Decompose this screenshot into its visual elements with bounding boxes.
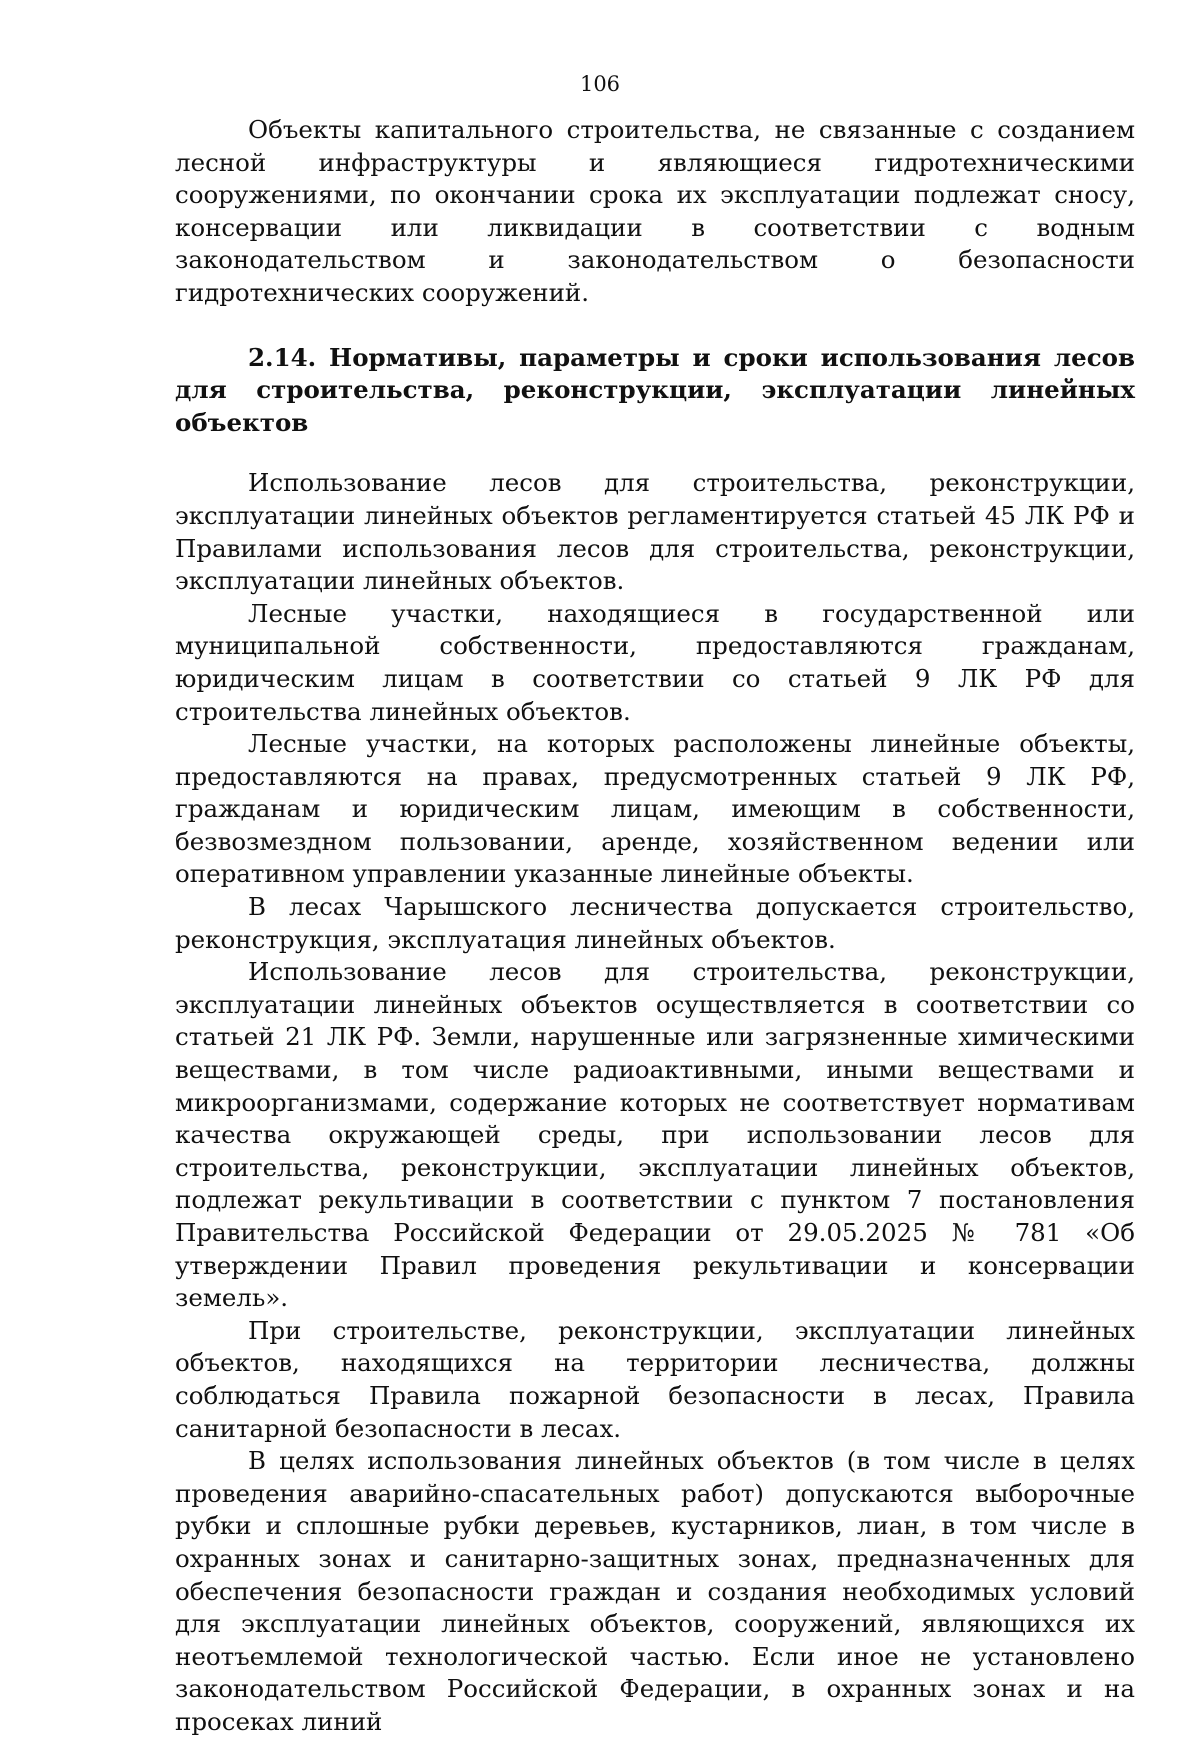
paragraph-6: При строительстве, реконструкции, эксплуатации линейных объектов, находящихся на территории лесничества, должны соблюдаться Правила пожарной безопасности в лесах, Правила санитарной безопасности в лесах.	[175, 1315, 1135, 1443]
paragraph-5: Использование лесов для строительства, реконструкции, эксплуатации линейных объектов осуществляется в соответствии со статьей 21 ЛК РФ. Земли, нарушенные или загрязненные химическими веществами, в том числе радиоактивными, иными веществами и микроорганизмами, содержание которых не соответствует нормативам качества окружающей среды, при использовании лесов для строительства, реконструкции, эксплуатации линейных объектов, подлежат рекультивации в соответствии с пунктом 7 постановления Правительства Российской Федерации от 29.05.2025 № 781 «Об утверждении Правил проведения рекультивации и консервации земель».	[175, 957, 1135, 1313]
paragraph-3: Лесные участки, на которых расположены линейные объекты, предоставляются на правах, предусмотренных статьей 9 ЛК РФ, гражданам и юридическим лицам, имеющим в собственности, безвозмездном пользовании, аренде, хозяйственном ведении или оперативном управлении указанные линейные объекты.	[175, 729, 1135, 889]
paragraph-2: Лесные участки, находящиеся в государственной или муниципальной собственности, предоставляются гражданам, юридическим лицам в соответствии со статьей 9 ЛК РФ для строительства линейных объектов.	[175, 598, 1135, 726]
paragraph-intro: Объекты капитального строительства, не связанные с созданием лесной инфраструктуры и являющиеся гидротехническими сооружениями, по окончании срока их эксплуатации подлежат сносу, консервации или ликвидации в соответствии с водным законодательством и законодательством о безопасности гидротехнических сооружений.	[175, 115, 1135, 307]
paragraph-7: В целях использования линейных объектов (в том числе в целях проведения аварийно-спасательных работ) допускаются выборочные рубки и сплошные рубки деревьев, кустарников, лиан, в том числе в охранных зонах и санитарно-защитных зонах, предназначенных для обеспечения безопасности граждан и создания необходимых условий для эксплуатации линейных объектов, сооружений, являющихся их неотъемлемой технологической частью. Если иное не установлено законодательством Российской Федерации, в охранных зонах и на просеках линий	[175, 1446, 1135, 1736]
paragraph-4: В лесах Чарышского лесничества допускается строительство, реконструкция, эксплуатация линейных объектов.	[175, 892, 1135, 954]
page-number: 106	[579, 72, 621, 96]
section-heading: 2.14. Нормативы, параметры и сроки использования лесов для строительства, реконструкции, эксплуатации линейных объектов	[175, 342, 1135, 437]
paragraph-1: Использование лесов для строительства, реконструкции, эксплуатации линейных объектов регламентируется статьей 45 ЛК РФ и Правилами использования лесов для строительства, реконструкции, эксплуатации линейных объектов.	[175, 468, 1135, 596]
page-content	[175, 114, 1135, 1739]
